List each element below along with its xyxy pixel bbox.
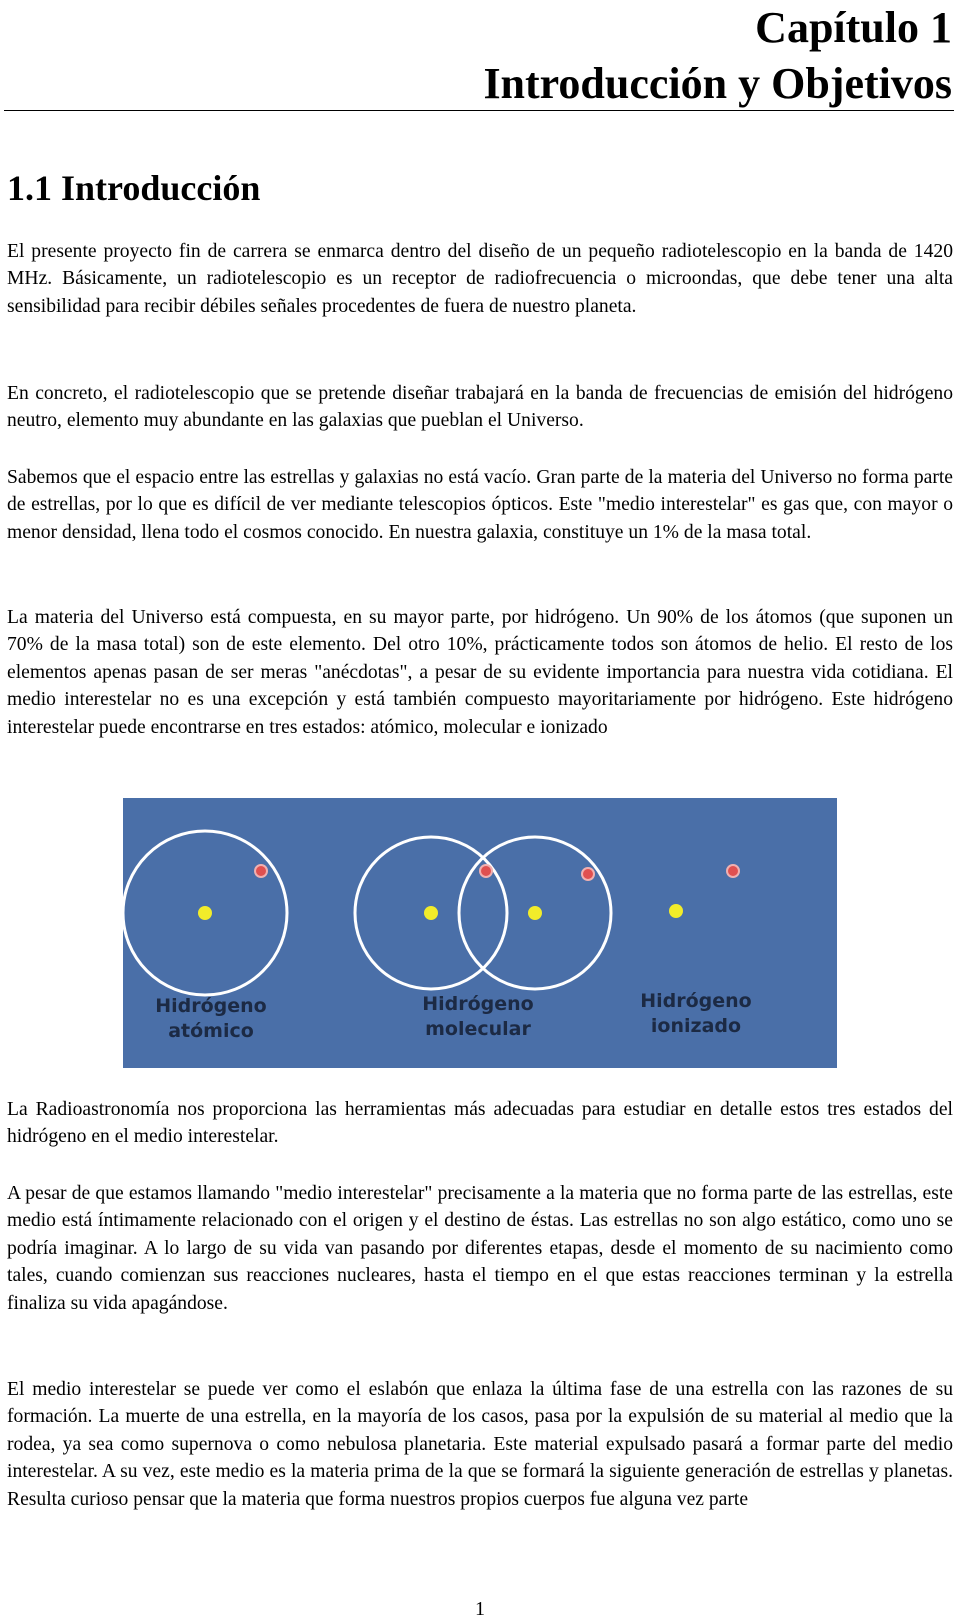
hydrogen-states-figure xyxy=(123,798,837,1068)
electron-dot xyxy=(727,865,739,877)
paragraph-stellar-link: El medio interestelar se puede ver como el eslabón que enlaza la última fase de una estrella con las razones de su formación. La muerte de una estrella, en la mayoría de los casos, pasa por la expulsión de su material al medio que la rodea, ya sea como supernova o como nebulosa planetaria. Este material expulsado pasará a formar parte del medio interestelar. A su vez, este medio es la materia prima de la que se formará la siguiente generación de estrellas y planetas. Resulta curioso pensar que la materia que forma nuestros propios cuerpos fue alguna vez parte xyxy=(7,1379,953,1510)
label-ionized-line2: ionizado xyxy=(650,1015,742,1037)
paragraph-hydrogen-states: La materia del Universo está compuesta, en su mayor parte, por hidrógeno. Un 90% de los átomos (que suponen un 70% de la masa total) son de este elemento. Del otro 10%, prácticamente todos son átomos de helio. El resto de los elementos apenas pasan de ser meras "anécdotas", a pesar de su evidente importancia para nuestra vida cotidiana. El medio interestelar no es una excepción y está también compuesto mayoritariamente por hidrógeno. Este hidrógeno interestelar puede encontrarse en tres estados: atómico, molecular e ionizado xyxy=(7,607,953,738)
page-number: 1 xyxy=(475,1598,485,1620)
label-molecular-line1: Hidrógeno xyxy=(422,993,534,1015)
label-ionized-line1: Hidrógeno xyxy=(640,990,752,1012)
proton-dot xyxy=(424,906,438,920)
chapter-header xyxy=(0,0,952,112)
paragraph-interstellar-medium: Sabemos que el espacio entre las estrellas y galaxias no está vacío. Gran parte de la materia del Universo no forma parte de estrellas, por lo que es difícil de ver mediante telescopios ópticos. Este "medio interestelar" es gas que, con mayor o menor densidad, llena todo el cosmos conocido. En nuestra galaxia, constituye un 1% de la masa total. xyxy=(7,467,953,543)
section-title: 1.1 Introducción xyxy=(7,168,261,208)
chapter-title: Introducción y Objetivos xyxy=(483,59,952,108)
chapter-divider xyxy=(4,110,954,111)
paragraph-intro: El presente proyecto fin de carrera se enmarca dentro del diseño de un pequeño radiotelescopio en la banda de 1420 MHz. Básicamente, un radiotelescopio es un receptor de radiofrecuencia o microondas, que debe tener una alta sensibilidad para recibir débiles señales procedentes de fuera de nuestro planeta. xyxy=(7,241,953,317)
paragraph-hydrogen-band: En concreto, el radiotelescopio que se pretende diseñar trabajará en la banda de frecuencias de emisión del hidrógeno neutro, elemento muy abundante en las galaxias que pueblan el Universo. xyxy=(7,383,953,432)
proton-dot xyxy=(198,906,212,920)
proton-dot xyxy=(669,904,683,918)
proton-dot xyxy=(528,906,542,920)
electron-dot xyxy=(582,868,594,880)
electron-dot xyxy=(255,865,267,877)
label-molecular-line2: molecular xyxy=(425,1018,531,1040)
label-atomic-line1: Hidrógeno xyxy=(155,995,267,1017)
chapter-number: Capítulo 1 xyxy=(755,3,952,52)
electron-dot xyxy=(480,865,492,877)
paragraph-radioastronomy: La Radioastronomía nos proporciona las herramientas más adecuadas para estudiar en detalle estos tres estados del hidrógeno en el medio interestelar. xyxy=(7,1099,953,1148)
paragraph-star-lifecycle: A pesar de que estamos llamando "medio interestelar" precisamente a la materia que no forma parte de las estrellas, este medio está íntimamente relacionado con el origen y el destino de éstas. Las estrellas no son algo estático, como uno se podría imaginar. A lo largo de su vida van pasando por diferentes etapas, desde el momento de su nacimiento como tales, cuando comienzan sus reacciones nucleares, hasta el tiempo en el que estas reacciones terminan y la estrella finaliza su vida apagándose. xyxy=(7,1183,953,1314)
label-atomic-line2: atómico xyxy=(168,1020,254,1042)
